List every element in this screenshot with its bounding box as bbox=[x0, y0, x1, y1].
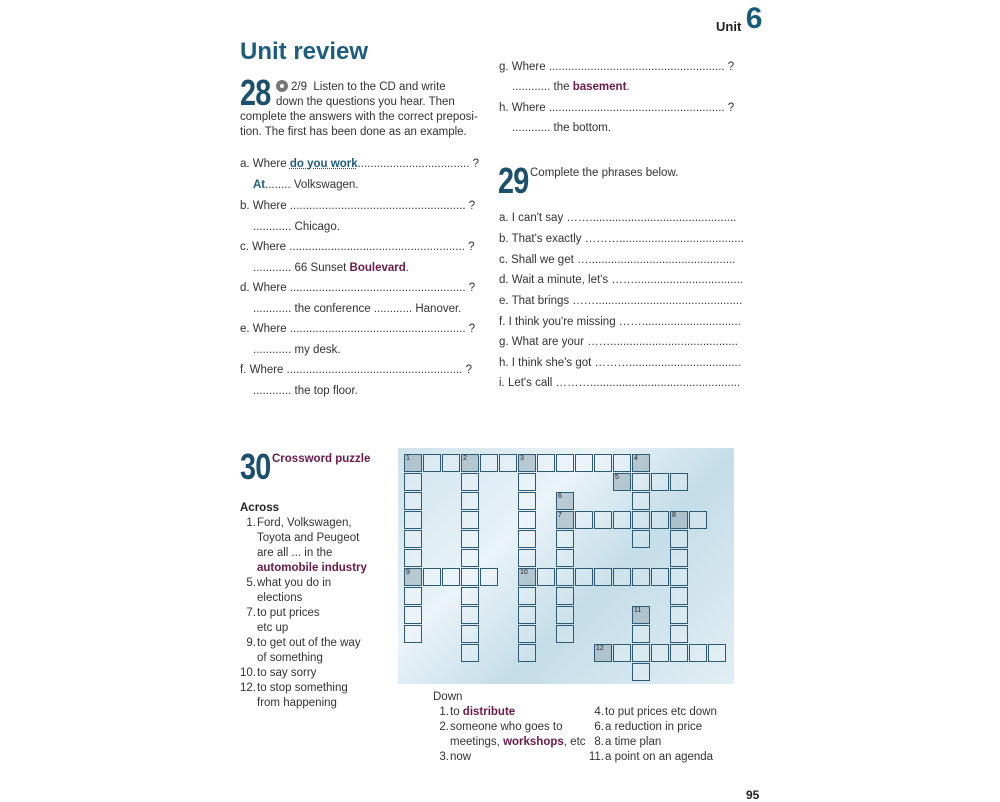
clue-down-1 bbox=[433, 705, 593, 720]
crossword-cell[interactable] bbox=[613, 568, 631, 586]
phrase-item: e. That brings …….............................................. bbox=[499, 295, 743, 307]
crossword-cell[interactable] bbox=[461, 492, 479, 510]
response-text: ............ 66 Sunset bbox=[253, 262, 350, 274]
page-title: Unit review bbox=[240, 38, 369, 65]
crossword-cell-number: 11 bbox=[634, 607, 642, 614]
clue-text: a point on an agenda bbox=[605, 751, 714, 763]
crossword-cell[interactable] bbox=[594, 568, 612, 586]
question-b: b. Where ....................................................... ? bbox=[240, 200, 476, 212]
crossword-cell[interactable] bbox=[670, 530, 688, 548]
crossword-cell[interactable] bbox=[556, 549, 574, 567]
crossword-cell[interactable] bbox=[518, 587, 536, 605]
clue-number: 7. bbox=[246, 607, 256, 619]
crossword-cell[interactable] bbox=[556, 511, 574, 529]
clue-text: Ford, Volkswagen, bbox=[257, 517, 352, 529]
across-clues bbox=[240, 501, 390, 711]
crossword-cell[interactable] bbox=[518, 549, 536, 567]
crossword-cell[interactable] bbox=[518, 568, 536, 586]
exercise-30-number: 30 bbox=[240, 446, 271, 487]
clue-down-4 bbox=[588, 705, 748, 720]
clue-text: are all ... in the bbox=[257, 547, 333, 559]
crossword-cell[interactable] bbox=[613, 454, 631, 472]
unit-word: Unit bbox=[716, 19, 742, 34]
instruction-line: down the questions you hear. Then bbox=[276, 96, 455, 108]
crossword-cell[interactable] bbox=[556, 625, 574, 643]
clue-down-11 bbox=[588, 750, 748, 765]
crossword-cell-number: 7 bbox=[558, 512, 562, 519]
crossword-cell-number: 9 bbox=[406, 569, 410, 576]
question-e: e. Where ....................................................... ? bbox=[240, 323, 476, 335]
crossword-cell[interactable] bbox=[480, 568, 498, 586]
response-e: ............ my desk. bbox=[253, 344, 341, 356]
crossword-cell[interactable] bbox=[651, 473, 669, 491]
crossword-cell[interactable] bbox=[461, 587, 479, 605]
response-text: ............ the bbox=[512, 81, 573, 93]
crossword-cell[interactable] bbox=[575, 454, 593, 472]
crossword-cell[interactable] bbox=[404, 511, 422, 529]
crossword-cell[interactable] bbox=[518, 454, 536, 472]
phrase-item: g. What are your ……........................................ bbox=[499, 336, 739, 348]
crossword-cell[interactable] bbox=[632, 606, 650, 624]
clue-text: Toyota and Peugeot bbox=[257, 532, 360, 544]
crossword-cell[interactable] bbox=[423, 454, 441, 472]
unit-tag bbox=[716, 4, 762, 34]
response-a bbox=[253, 179, 358, 191]
cd-icon bbox=[276, 80, 288, 92]
crossword-cell[interactable] bbox=[575, 568, 593, 586]
crossword-cell[interactable] bbox=[689, 511, 707, 529]
crossword-cell[interactable] bbox=[404, 568, 422, 586]
clue-text: what you do in bbox=[257, 577, 332, 589]
clue-text: to say sorry bbox=[257, 667, 317, 679]
crossword-cell-number: 1 bbox=[406, 455, 410, 462]
clue-text: now bbox=[450, 751, 472, 763]
clue-across-10 bbox=[240, 666, 390, 681]
crossword-cell[interactable] bbox=[461, 473, 479, 491]
crossword-cell[interactable] bbox=[461, 511, 479, 529]
clue-across-1 bbox=[240, 516, 390, 576]
clue-text: to put prices bbox=[257, 607, 320, 619]
phrase-item: d. Wait a minute, let's …….................................. bbox=[499, 274, 743, 286]
crossword-title: Crossword puzzle bbox=[272, 453, 371, 465]
crossword-cell[interactable] bbox=[461, 530, 479, 548]
crossword-cell[interactable] bbox=[651, 511, 669, 529]
keyword: Boulevard bbox=[349, 262, 406, 274]
question-c: c. Where ....................................................... ? bbox=[240, 241, 475, 253]
crossword-cell[interactable] bbox=[404, 473, 422, 491]
crossword-cell[interactable] bbox=[442, 568, 460, 586]
response-g bbox=[512, 81, 630, 93]
crossword-cell[interactable] bbox=[518, 530, 536, 548]
crossword-cell[interactable] bbox=[556, 492, 574, 510]
crossword-cell[interactable] bbox=[404, 587, 422, 605]
crossword-cell[interactable] bbox=[461, 568, 479, 586]
crossword-cell[interactable] bbox=[613, 644, 631, 662]
page-number: 95 bbox=[746, 788, 760, 802]
clue-number: 12. bbox=[240, 682, 256, 694]
clue-number: 8. bbox=[594, 736, 604, 748]
crossword-cell[interactable] bbox=[537, 454, 555, 472]
crossword-cell[interactable] bbox=[461, 625, 479, 643]
down-heading: Down bbox=[433, 691, 463, 703]
clue-number: 9. bbox=[246, 637, 256, 649]
crossword-cell[interactable] bbox=[670, 549, 688, 567]
crossword-cell[interactable] bbox=[670, 625, 688, 643]
clue-text: etc up bbox=[257, 622, 289, 634]
crossword-cell-number: 4 bbox=[634, 455, 638, 462]
crossword-cell[interactable] bbox=[404, 549, 422, 567]
crossword-grid bbox=[404, 454, 734, 684]
unit-number: 6 bbox=[745, 2, 763, 35]
clue-text: , etc bbox=[563, 736, 586, 748]
exercise-29-number: 29 bbox=[498, 160, 529, 201]
exercise-28-instruction-top bbox=[276, 80, 455, 110]
clue-text: a reduction in price bbox=[605, 721, 703, 733]
clue-down-3 bbox=[433, 750, 593, 765]
crossword-cell[interactable] bbox=[594, 511, 612, 529]
exercise-28-instruction-bottom bbox=[240, 110, 478, 140]
crossword-cell[interactable] bbox=[404, 454, 422, 472]
response-text: . bbox=[626, 81, 630, 93]
clue-across-7 bbox=[240, 606, 390, 636]
clue-across-9 bbox=[240, 636, 390, 666]
clue-text: to put prices etc down bbox=[605, 706, 717, 718]
response-h: ............ the bottom. bbox=[512, 122, 612, 134]
clue-text: to bbox=[450, 706, 463, 718]
crossword-cell-number: 5 bbox=[615, 474, 619, 481]
crossword-cell[interactable] bbox=[461, 454, 479, 472]
down-clues-left bbox=[433, 705, 593, 765]
question-h: h. Where ....................................................... ? bbox=[499, 102, 735, 114]
crossword-cell[interactable] bbox=[708, 644, 726, 662]
crossword-cell[interactable] bbox=[518, 606, 536, 624]
phrase-item: i. Let's call ………............................................... bbox=[499, 377, 741, 389]
clue-number: 10. bbox=[240, 667, 256, 679]
response-f: ............ the top floor. bbox=[253, 385, 358, 397]
down-clues-right bbox=[588, 705, 748, 765]
crossword-cell[interactable] bbox=[442, 454, 460, 472]
crossword-cell[interactable] bbox=[423, 568, 441, 586]
crossword-cell[interactable] bbox=[556, 454, 574, 472]
crossword-cell[interactable] bbox=[670, 568, 688, 586]
clue-text: elections bbox=[257, 592, 303, 604]
crossword-cell[interactable] bbox=[632, 625, 650, 643]
crossword-cell[interactable] bbox=[632, 473, 650, 491]
crossword-cell[interactable] bbox=[632, 492, 650, 510]
crossword-cell[interactable] bbox=[556, 587, 574, 605]
clue-number: 5. bbox=[246, 577, 256, 589]
question-g: g. Where ....................................................... ? bbox=[499, 61, 735, 73]
clue-number: 6. bbox=[594, 721, 604, 733]
crossword-cell[interactable] bbox=[404, 530, 422, 548]
response-d: ............ the conference ............ Hanover. bbox=[253, 303, 462, 315]
crossword-cell[interactable] bbox=[594, 454, 612, 472]
crossword-cell-number: 10 bbox=[520, 569, 528, 576]
keyword: basement bbox=[572, 81, 627, 93]
crossword-cell[interactable] bbox=[632, 530, 650, 548]
clue-text: a time plan bbox=[605, 736, 662, 748]
keyword: automobile industry bbox=[257, 562, 367, 574]
clue-across-12 bbox=[240, 681, 390, 711]
clue-text: to stop something bbox=[257, 682, 348, 694]
response-c bbox=[253, 262, 409, 274]
clue-text: of something bbox=[257, 652, 323, 664]
crossword-cell[interactable] bbox=[575, 511, 593, 529]
across-heading: Across bbox=[240, 502, 279, 514]
crossword-cell[interactable] bbox=[632, 663, 650, 681]
exercise-29-instruction: Complete the phrases below. bbox=[530, 167, 679, 179]
crossword-cell[interactable] bbox=[632, 568, 650, 586]
crossword-cell[interactable] bbox=[670, 473, 688, 491]
crossword-cell[interactable] bbox=[594, 644, 612, 662]
crossword-cell[interactable] bbox=[480, 454, 498, 472]
crossword-cell[interactable] bbox=[632, 644, 650, 662]
crossword-cell[interactable] bbox=[499, 454, 517, 472]
crossword-cell[interactable] bbox=[613, 473, 631, 491]
phrase-item: f. I think you're missing ……............................... bbox=[499, 316, 741, 328]
clue-text: to get out of the way bbox=[257, 637, 361, 649]
crossword-cell[interactable] bbox=[670, 511, 688, 529]
clue-text: someone who goes to bbox=[450, 721, 563, 733]
question-f: f. Where ....................................................... ? bbox=[240, 364, 472, 376]
crossword-cell[interactable] bbox=[556, 530, 574, 548]
response-b: ............ Chicago. bbox=[253, 221, 340, 233]
question-a bbox=[240, 158, 479, 170]
response-text: . bbox=[405, 262, 409, 274]
clue-number: 3. bbox=[439, 751, 449, 763]
instruction-line: Listen to the CD and write bbox=[313, 81, 446, 93]
crossword-cell-number: 6 bbox=[558, 493, 562, 500]
clue-down-2 bbox=[433, 720, 593, 750]
clue-across-5 bbox=[240, 576, 390, 606]
crossword-cell[interactable] bbox=[461, 644, 479, 662]
phrase-item: c. Shall we get ….............................................. bbox=[499, 254, 736, 266]
crossword-cell[interactable] bbox=[556, 568, 574, 586]
instruction-line: complete the answers with the correct preposi- bbox=[240, 111, 478, 123]
crossword-cell[interactable] bbox=[613, 511, 631, 529]
clue-number: 2. bbox=[439, 721, 449, 733]
keyword: workshops bbox=[503, 736, 564, 748]
crossword-cell[interactable] bbox=[461, 549, 479, 567]
crossword-cell[interactable] bbox=[537, 568, 555, 586]
crossword-cell[interactable] bbox=[670, 606, 688, 624]
crossword-cell[interactable] bbox=[404, 492, 422, 510]
crossword-cell[interactable] bbox=[518, 492, 536, 510]
instruction-line: tion. The first has been done as an example. bbox=[240, 126, 467, 138]
phrase-item: a. I can't say …….............................................. bbox=[499, 212, 737, 224]
clue-number: 4. bbox=[594, 706, 604, 718]
phrase-item: h. I think she's got ………................................... bbox=[499, 357, 741, 369]
clue-text: from happening bbox=[257, 697, 337, 709]
crossword-cell-number: 8 bbox=[672, 512, 676, 519]
crossword-cell-number: 3 bbox=[520, 455, 524, 462]
crossword-cell-number: 2 bbox=[463, 455, 467, 462]
crossword-cell-number: 12 bbox=[596, 645, 604, 652]
clue-down-8 bbox=[588, 735, 748, 750]
track-number: 2/9 bbox=[291, 81, 307, 93]
clue-text: meetings, bbox=[450, 736, 504, 748]
question-prefix: a. Where bbox=[240, 158, 290, 170]
crossword-cell[interactable] bbox=[632, 511, 650, 529]
crossword-cell[interactable] bbox=[518, 644, 536, 662]
example-preposition: At bbox=[253, 179, 266, 191]
clue-number: 11. bbox=[588, 751, 604, 763]
crossword-cell[interactable] bbox=[518, 473, 536, 491]
crossword-cell[interactable] bbox=[518, 511, 536, 529]
example-answer: do you work bbox=[289, 158, 358, 170]
crossword-cell[interactable] bbox=[670, 587, 688, 605]
clue-number: 1. bbox=[246, 517, 256, 529]
clue-down-6 bbox=[588, 720, 748, 735]
crossword-cell[interactable] bbox=[689, 644, 707, 662]
clue-number: 1. bbox=[439, 706, 449, 718]
crossword-cell[interactable] bbox=[518, 625, 536, 643]
crossword-cell[interactable] bbox=[556, 606, 574, 624]
keyword: distribute bbox=[462, 706, 516, 718]
answer-line: ................................... ? bbox=[357, 158, 480, 170]
response-text: ........ Volkswagen. bbox=[265, 179, 359, 191]
exercise-28-number: 28 bbox=[240, 72, 271, 113]
crossword-cell[interactable] bbox=[632, 454, 650, 472]
crossword-cell[interactable] bbox=[651, 568, 669, 586]
crossword-cell[interactable] bbox=[404, 625, 422, 643]
crossword-cell[interactable] bbox=[651, 644, 669, 662]
question-d: d. Where ....................................................... ? bbox=[240, 282, 476, 294]
crossword-cell[interactable] bbox=[461, 606, 479, 624]
crossword-cell[interactable] bbox=[404, 606, 422, 624]
crossword-cell[interactable] bbox=[670, 644, 688, 662]
phrase-item: b. That's exactly ………....................................... bbox=[499, 233, 744, 245]
